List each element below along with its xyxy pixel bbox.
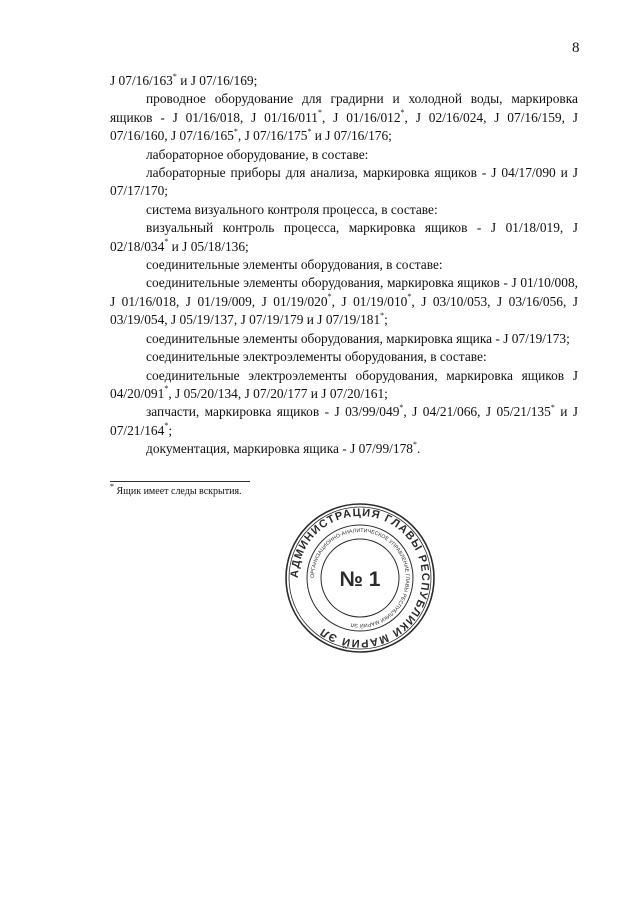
paragraph-text: соединительные элементы оборудования, маркировка ящиков - J 01/10/008, J 01/16/018, J 01/19/009, J 01/19/020: [110, 275, 578, 309]
paragraph-text: и J 07/16/176;: [311, 128, 392, 144]
footnote-ref: *: [407, 292, 412, 302]
paragraph: [110, 201, 578, 219]
paragraph-text: ;: [384, 312, 388, 328]
paragraph-text: ;: [168, 422, 173, 438]
footnote-ref: *: [399, 402, 404, 412]
paragraph-text: соединительные электроэлементы оборудования, маркировка ящиков J 04/20/091: [110, 367, 578, 401]
footnote-text: Ящик имеет следы вскрытия.: [114, 486, 242, 497]
footnote-ref: *: [327, 292, 332, 302]
footnote-ref: *: [550, 402, 555, 412]
seal-outer-text: АДМИНИСТРАЦИЯ ГЛАВЫ РЕСПУБЛИКИ МАРИЙ ЭЛ: [288, 506, 432, 650]
paragraph-text: соединительные элементы оборудования, в составе:: [146, 257, 443, 273]
paragraph: [110, 72, 578, 90]
footnote: [110, 481, 242, 497]
footnote-ref: *: [380, 310, 385, 320]
document-body: [110, 72, 578, 459]
paragraph-text: , J 02/16/024, J 07/16/159, J 07/16/160, J 07/16/165: [110, 109, 579, 144]
paragraph-text: , J 04/21/066, J 05/21/135: [403, 404, 551, 420]
footnote-ref: *: [318, 108, 322, 118]
footnote-ref: *: [164, 384, 169, 394]
paragraph-text: , J 01/19/010: [331, 293, 408, 309]
paragraph: [110, 330, 578, 348]
paragraph-text: проводное оборудование для градирни и холодной воды, маркировка ящиков - J 01/16/018, J 01/16/011: [110, 91, 578, 125]
paragraph-text: лабораторные приборы для анализа, маркировка ящиков - J 04/17/090 и J 07/17/170;: [110, 165, 578, 199]
paragraph-text: запчасти, маркировка ящиков - J 03/99/049: [146, 404, 400, 420]
seal-number: № 1: [339, 568, 381, 591]
paragraph: [110, 274, 578, 329]
paragraph-text: соединительные электроэлементы оборудования, в составе:: [146, 349, 487, 365]
paragraph-text: система визуального контроля процесса, в составе:: [146, 201, 438, 217]
paragraph-text: .: [416, 441, 421, 457]
paragraph: [110, 403, 578, 440]
footnote-ref: *: [233, 126, 238, 136]
paragraph: [110, 440, 578, 458]
paragraph-text: лабораторное оборудование, в составе:: [146, 146, 369, 162]
seal-inner-text: ОРГАНИЗАЦИОННО-АНАЛИТИЧЕСКОЕ УПРАВЛЕНИЕ ГЛАВЫ РЕСПУБЛИКИ МАРИЙ ЭЛ: [309, 527, 411, 629]
paragraph-text: и J 05/18/136;: [168, 238, 249, 254]
paragraph-text: документация, маркировка ящика - J 07/99/178: [146, 441, 413, 457]
paragraph: [110, 367, 578, 404]
paragraph: [110, 219, 578, 256]
paragraph-text: , J 05/20/134, J 07/20/177 и J 07/20/161;: [168, 385, 388, 401]
paragraph-text: J 07/16/163: [110, 73, 173, 88]
footnote-divider: [110, 481, 250, 482]
paragraph: [110, 90, 578, 145]
official-seal: [284, 502, 436, 654]
paragraph-text: , J 03/10/053, J 03/16/056, J 03/19/054, J 05/19/137, J 07/19/179 и J 07/19/181: [110, 293, 578, 328]
paragraph: [110, 256, 578, 274]
paragraph-text: визуальный контроль процесса, маркировка ящиков - J 01/18/019, J 02/18/034: [110, 220, 578, 254]
paragraph-text: и J 07/21/164: [110, 404, 579, 438]
footnote-ref: *: [400, 108, 405, 118]
footnote-ref: *: [307, 126, 312, 136]
paragraph-text: , J 07/16/175: [237, 128, 308, 144]
paragraph: [110, 348, 578, 366]
footnote-ref: *: [164, 237, 169, 247]
footnote-ref: *: [172, 71, 177, 81]
paragraph-text: , J 01/16/012: [322, 109, 401, 125]
page-number: 8: [572, 40, 580, 56]
footnote-ref: *: [412, 439, 417, 449]
paragraph: [110, 164, 578, 201]
footnote-ref: *: [164, 421, 169, 431]
paragraph-text: соединительные элементы оборудования, маркировка ящика - J 07/19/173;: [146, 330, 570, 346]
paragraph: [110, 146, 578, 164]
paragraph-text: и J 07/16/169;: [176, 73, 258, 88]
footnote-mark: *: [110, 481, 114, 491]
